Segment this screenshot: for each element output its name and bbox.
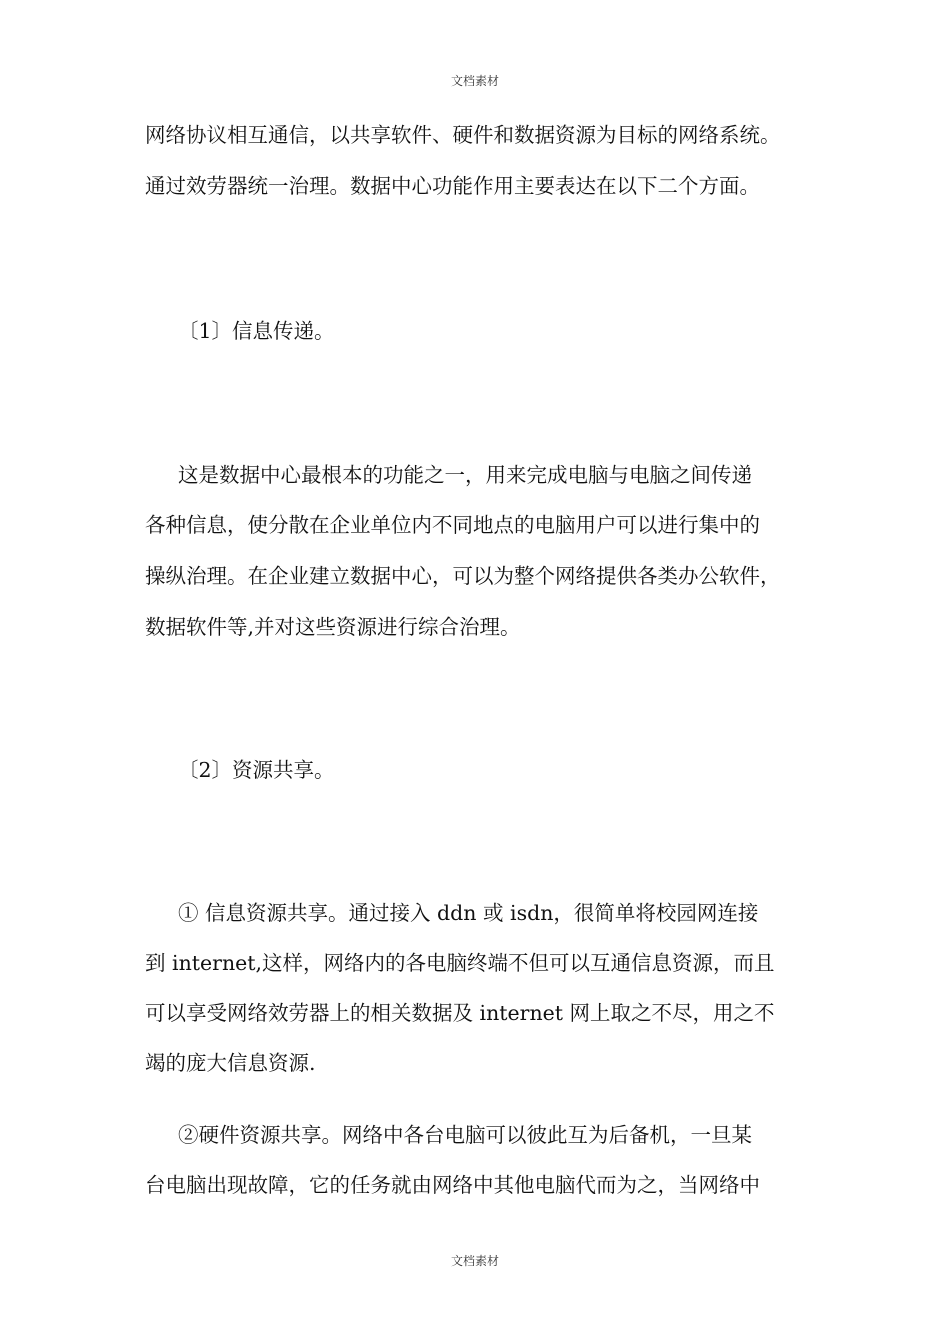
section-heading-2: 〔2〕资源共享。: [178, 758, 335, 782]
body-line-8: 到 internet,这样，网络内的各电脑终端不但可以互通信息资源，而且: [145, 951, 775, 975]
body-line-1: 网络协议相互通信，以共享软件、硬件和数据资源为目标的网络系统。: [145, 123, 781, 147]
body-line-4: 各种信息，使分散在企业单位内不同地点的电脑用户可以进行集中的: [145, 513, 760, 537]
body-line-10: 竭的庞大信息资源.: [145, 1051, 316, 1075]
page-header: 文档素材: [450, 74, 499, 88]
body-line-3: 这是数据中心最根本的功能之一，用来完成电脑与电脑之间传递: [178, 463, 752, 487]
body-line-9: 可以享受网络效劳器上的相关数据及 internet 网上取之不尽，用之不: [145, 1001, 775, 1025]
body-line-12: 台电脑出现故障，它的任务就由网络中其他电脑代而为之，当网络中: [145, 1173, 760, 1197]
body-line-7: ① 信息资源共享。通过接入 ddn 或 isdn，很简单将校园网连接: [178, 901, 759, 925]
body-line-5: 操纵治理。在企业建立数据中心，可以为整个网络提供各类办公软件，: [145, 564, 781, 588]
body-line-2: 通过效劳器统一治理。数据中心功能作用主要表达在以下二个方面。: [145, 174, 760, 198]
body-line-11: ②硬件资源共享。网络中各台电脑可以彼此互为后备机，一旦某: [178, 1123, 752, 1147]
page-footer: 文档素材: [450, 1254, 499, 1268]
section-heading-1: 〔1〕信息传递。: [178, 319, 335, 343]
body-line-6: 数据软件等,并对这些资源进行综合治理。: [145, 615, 521, 639]
